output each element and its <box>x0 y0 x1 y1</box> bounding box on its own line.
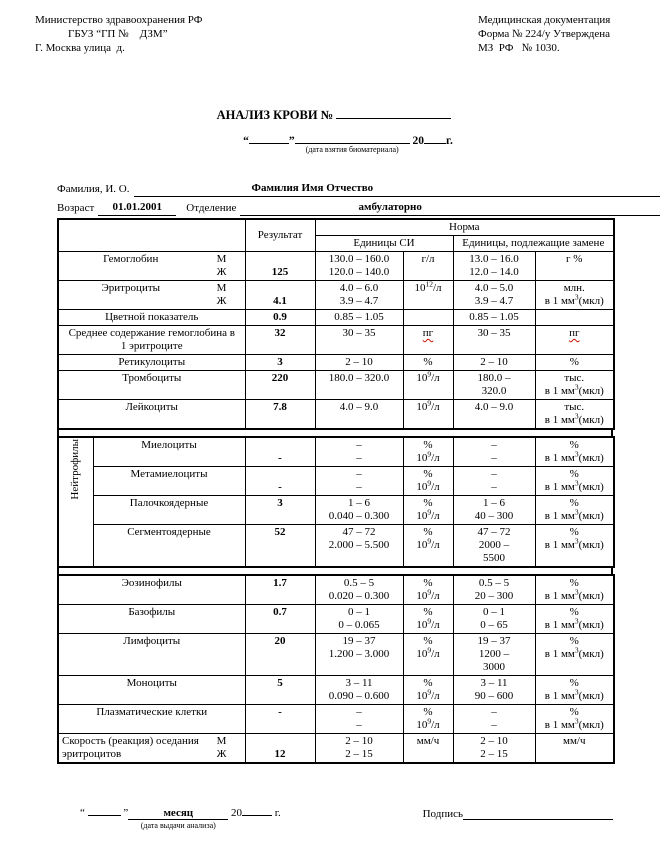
param-name-cell: Сегментоядерные <box>93 525 245 568</box>
replace-range-cell: 180.0 – 320.0 <box>453 371 535 400</box>
header-si-units-cell: Единицы СИ <box>315 236 453 252</box>
table-row <box>58 496 614 525</box>
patient-name-value: Фамилия Имя Отчество <box>251 182 374 194</box>
param-name-cell: Эритроциты М Ж <box>58 281 245 310</box>
param-name-cell: Ретикулоциты <box>58 355 245 371</box>
month-blank <box>295 131 410 144</box>
table-row <box>58 525 614 568</box>
table-row <box>58 310 614 326</box>
year-blank <box>424 131 446 144</box>
replace-range-cell: 2 – 10 2 – 15 <box>453 734 535 764</box>
result-cell: - <box>245 705 315 734</box>
replace-range-cell: 0 – 1 0 – 65 <box>453 605 535 634</box>
blood-analysis-table <box>57 218 613 764</box>
replace-unit-cell: г % <box>535 252 614 281</box>
issue-date-caption: (дата выдачи анализа) <box>140 821 216 830</box>
si-range-cell: 47 – 72 2.000 – 5.500 <box>315 525 403 568</box>
result-cell: - <box>245 437 315 467</box>
replace-unit-cell: % <box>535 355 614 371</box>
param-name-cell: Скорость (реакция) оседания эритроцитов М Ж <box>58 734 245 764</box>
table-row <box>58 355 614 371</box>
neutrophils-group-text: Нейтрофилы <box>69 439 82 500</box>
si-unit-cell: $10^9/л$ <box>403 371 453 400</box>
replace-unit-cell: % в 1 $мм^3(мкл)$ <box>535 437 614 467</box>
year-prefix: 20 <box>412 135 425 147</box>
day-blank <box>249 131 289 144</box>
result-cell: 220 <box>245 371 315 400</box>
si-range-cell: – – <box>315 705 403 734</box>
param-name-cell: Палочкоядерные <box>93 496 245 525</box>
sex-labels: М Ж <box>216 253 227 278</box>
replace-unit-cell: % в 1 $мм^3(мкл)$ <box>535 575 614 605</box>
result-cell: 0.7 <box>245 605 315 634</box>
si-unit-cell: % $10^9/л$ <box>403 496 453 525</box>
header-replace-units-cell: Единицы, подлежащие замене <box>453 236 614 252</box>
param-name-cell: Миелоциты <box>93 437 245 467</box>
si-range-cell: 3 – 11 0.090 – 0.600 <box>315 676 403 705</box>
si-unit-cell: % $10^9/л$ <box>403 605 453 634</box>
result-cell: 1.7 <box>245 575 315 605</box>
param-name-cell: Лимфоциты <box>58 634 245 676</box>
patient-name-field <box>134 180 661 197</box>
issue-month-value: месяц <box>128 807 228 820</box>
replace-range-cell: 30 – 35 <box>453 326 535 355</box>
si-range-cell: 4.0 – 9.0 <box>315 400 403 430</box>
table-row <box>58 705 614 734</box>
table-row <box>58 634 614 676</box>
replace-range-cell: 4.0 – 9.0 <box>453 400 535 430</box>
open-quote: “ <box>243 135 249 147</box>
close-quote: ” <box>123 807 129 819</box>
department-field <box>240 199 660 216</box>
result-cell: 32 <box>245 326 315 355</box>
month-blank-wrap <box>295 131 410 154</box>
replace-range-cell: 0.85 – 1.05 <box>453 310 535 326</box>
form-meta-line: Медицинская документация <box>478 14 611 26</box>
replace-unit-cell: тыс. в 1 $мм^3(мкл)$ <box>535 371 614 400</box>
ministry-header <box>35 13 365 55</box>
result-cell: 4.1 <box>245 281 315 310</box>
replace-unit-cell: млн. в 1 $мм^3(мкл)$ <box>535 281 614 310</box>
table-row <box>58 575 614 605</box>
result-cell: 7.8 <box>245 400 315 430</box>
replace-range-cell: 47 – 72 2000 – 5500 <box>453 525 535 568</box>
table-row <box>58 281 614 310</box>
surname-label: Фамилия, И. О. <box>57 183 130 195</box>
si-range-cell: 30 – 35 <box>315 326 403 355</box>
table-header-row <box>58 219 614 236</box>
signature-blank <box>463 806 613 820</box>
si-range-cell: 1 – 6 0.040 – 0.300 <box>315 496 403 525</box>
sampling-date-caption: (дата взятия биоматериала) <box>305 145 399 154</box>
si-unit-cell: % $10^9/л$ <box>403 634 453 676</box>
result-cell: 20 <box>245 634 315 676</box>
replace-range-cell: 3 – 11 90 – 600 <box>453 676 535 705</box>
patient-name-row <box>57 180 660 197</box>
si-unit-cell: пг <box>403 326 453 355</box>
sex-labels: М Ж <box>216 282 227 307</box>
signature-line <box>423 806 613 820</box>
replace-range-cell: – – <box>453 467 535 496</box>
issue-date-line <box>80 803 281 830</box>
si-range-cell: 2 – 10 2 – 15 <box>315 734 403 764</box>
issue-month-wrap <box>128 807 228 830</box>
year-blank <box>242 803 272 816</box>
address-line: Г. Москва улица д. <box>35 42 125 54</box>
si-unit-cell: % $10^9/л$ <box>403 575 453 605</box>
form-meta-line: МЗ РФ № 1030. <box>478 42 560 54</box>
si-unit-cell: г/л <box>403 252 453 281</box>
si-unit-cell: мм/ч <box>403 734 453 764</box>
si-range-cell: 180.0 – 320.0 <box>315 371 403 400</box>
result-cell: 3 <box>245 496 315 525</box>
param-name-cell: Гемоглобин М Ж <box>58 252 245 281</box>
table-row <box>58 605 614 634</box>
blood-table-section <box>57 436 615 568</box>
table-row <box>58 252 614 281</box>
si-unit-cell: % $10^9/л$ <box>403 525 453 568</box>
replace-range-cell: 0.5 – 5 20 – 300 <box>453 575 535 605</box>
si-unit-cell <box>403 310 453 326</box>
replace-unit-cell: пг <box>535 326 614 355</box>
replace-unit-cell: % в 1 $мм^3(мкл)$ <box>535 705 614 734</box>
param-name-cell: Моноциты <box>58 676 245 705</box>
replace-unit-cell <box>535 310 614 326</box>
si-unit-cell: % $10^9/л$ <box>403 676 453 705</box>
param-name-cell: Среднее содержание гемоглобина в 1 эритроците <box>58 326 245 355</box>
department-label: Отделение <box>186 202 237 214</box>
si-unit-cell: $10^9/л$ <box>403 400 453 430</box>
si-unit-cell: % $10^9/л$ <box>403 437 453 467</box>
page-title <box>16 106 652 123</box>
replace-unit-cell: тыс. в 1 $мм^3(мкл)$ <box>535 400 614 430</box>
replace-range-cell: 4.0 – 5.0 3.9 – 4.7 <box>453 281 535 310</box>
result-cell: 3 <box>245 355 315 371</box>
page-title-text: АНАЛИЗ КРОВИ № <box>216 108 334 122</box>
replace-unit-cell: % в 1 $мм^3(мкл)$ <box>535 676 614 705</box>
form-meta-line: Форма № 224/у Утверждена <box>478 28 611 40</box>
si-range-cell: 19 – 37 1.200 – 3.000 <box>315 634 403 676</box>
si-range-cell: – – <box>315 467 403 496</box>
param-name-cell: Базофилы <box>58 605 245 634</box>
param-name-cell: Эозинофилы <box>58 575 245 605</box>
header-parameter-cell <box>58 219 245 252</box>
form-meta <box>478 13 660 55</box>
age-label: Возраст <box>57 202 95 214</box>
clinic-line: ГБУЗ “ГП № ДЗМ” <box>68 28 168 40</box>
result-cell: - <box>245 467 315 496</box>
blood-table-section <box>57 218 615 430</box>
replace-unit-cell: % в 1 $мм^3(мкл)$ <box>535 467 614 496</box>
blood-table-section <box>57 574 615 764</box>
replace-unit-cell: % в 1 $мм^3(мкл)$ <box>535 605 614 634</box>
document-header <box>35 13 660 55</box>
table-row <box>58 437 614 467</box>
param-name-cell: Лейкоциты <box>58 400 245 430</box>
close-quote: ” <box>288 135 295 147</box>
si-range-cell: 0.85 – 1.05 <box>315 310 403 326</box>
si-unit-cell: $10^{12}/л$ <box>403 281 453 310</box>
si-range-cell: 0.5 – 5 0.020 – 0.300 <box>315 575 403 605</box>
replace-range-cell: 1 – 6 40 – 300 <box>453 496 535 525</box>
si-range-cell: 0 – 1 0 – 0.065 <box>315 605 403 634</box>
table-row <box>58 734 614 764</box>
footer <box>80 803 613 830</box>
open-quote: “ <box>80 807 85 819</box>
replace-unit-cell: % в 1 $мм^3(мкл)$ <box>535 525 614 568</box>
result-cell: 5 <box>245 676 315 705</box>
replace-range-cell: 19 – 37 1200 – 3000 <box>453 634 535 676</box>
table-row <box>58 467 614 496</box>
neutrophils-group-label <box>58 437 93 567</box>
day-blank <box>88 803 121 816</box>
param-name-cell: Тромбоциты <box>58 371 245 400</box>
param-name-cell: Плазматические клетки <box>58 705 245 734</box>
replace-range-cell: 2 – 10 <box>453 355 535 371</box>
si-range-cell: 130.0 – 160.0 120.0 – 140.0 <box>315 252 403 281</box>
table-row <box>58 676 614 705</box>
replace-range-cell: – – <box>453 437 535 467</box>
department-value: амбулаторно <box>358 201 422 213</box>
param-name-cell: Цветной показатель <box>58 310 245 326</box>
table-row <box>58 400 614 430</box>
si-unit-cell: % $10^9/л$ <box>403 467 453 496</box>
replace-range-cell: – – <box>453 705 535 734</box>
result-cell: 125 <box>245 252 315 281</box>
signature-label: Подпись <box>422 808 463 820</box>
replace-unit-cell: % в 1 $мм^3(мкл)$ <box>535 634 614 676</box>
si-range-cell: 4.0 – 6.0 3.9 – 4.7 <box>315 281 403 310</box>
param-name-cell: Метамиелоциты <box>93 467 245 496</box>
table-row <box>58 326 614 355</box>
ministry-line: Министерство здравоохранения РФ <box>35 14 203 26</box>
analysis-number-blank <box>336 106 451 119</box>
si-unit-cell: % $10^9/л$ <box>403 705 453 734</box>
year-suffix: г. <box>446 135 453 147</box>
patient-age-row <box>57 199 660 216</box>
year-suffix: г. <box>274 807 281 819</box>
year-prefix: 20 <box>231 807 243 819</box>
si-range-cell: – – <box>315 437 403 467</box>
age-field: 01.01.2001 <box>98 199 176 216</box>
table-row <box>58 371 614 400</box>
header-norm-cell: Норма <box>315 219 614 236</box>
sex-labels: М Ж <box>216 735 227 760</box>
si-range-cell: 2 – 10 <box>315 355 403 371</box>
replace-unit-cell: мм/ч <box>535 734 614 764</box>
result-cell: 52 <box>245 525 315 568</box>
result-cell: 12 <box>245 734 315 764</box>
replace-unit-cell: % в 1 $мм^3(мкл)$ <box>535 496 614 525</box>
sampling-date-line <box>30 131 666 154</box>
si-unit-cell: % <box>403 355 453 371</box>
header-result-cell: Результат <box>245 219 315 252</box>
patient-block <box>57 180 660 218</box>
result-cell: 0.9 <box>245 310 315 326</box>
replace-range-cell: 13.0 – 16.0 12.0 – 14.0 <box>453 252 535 281</box>
